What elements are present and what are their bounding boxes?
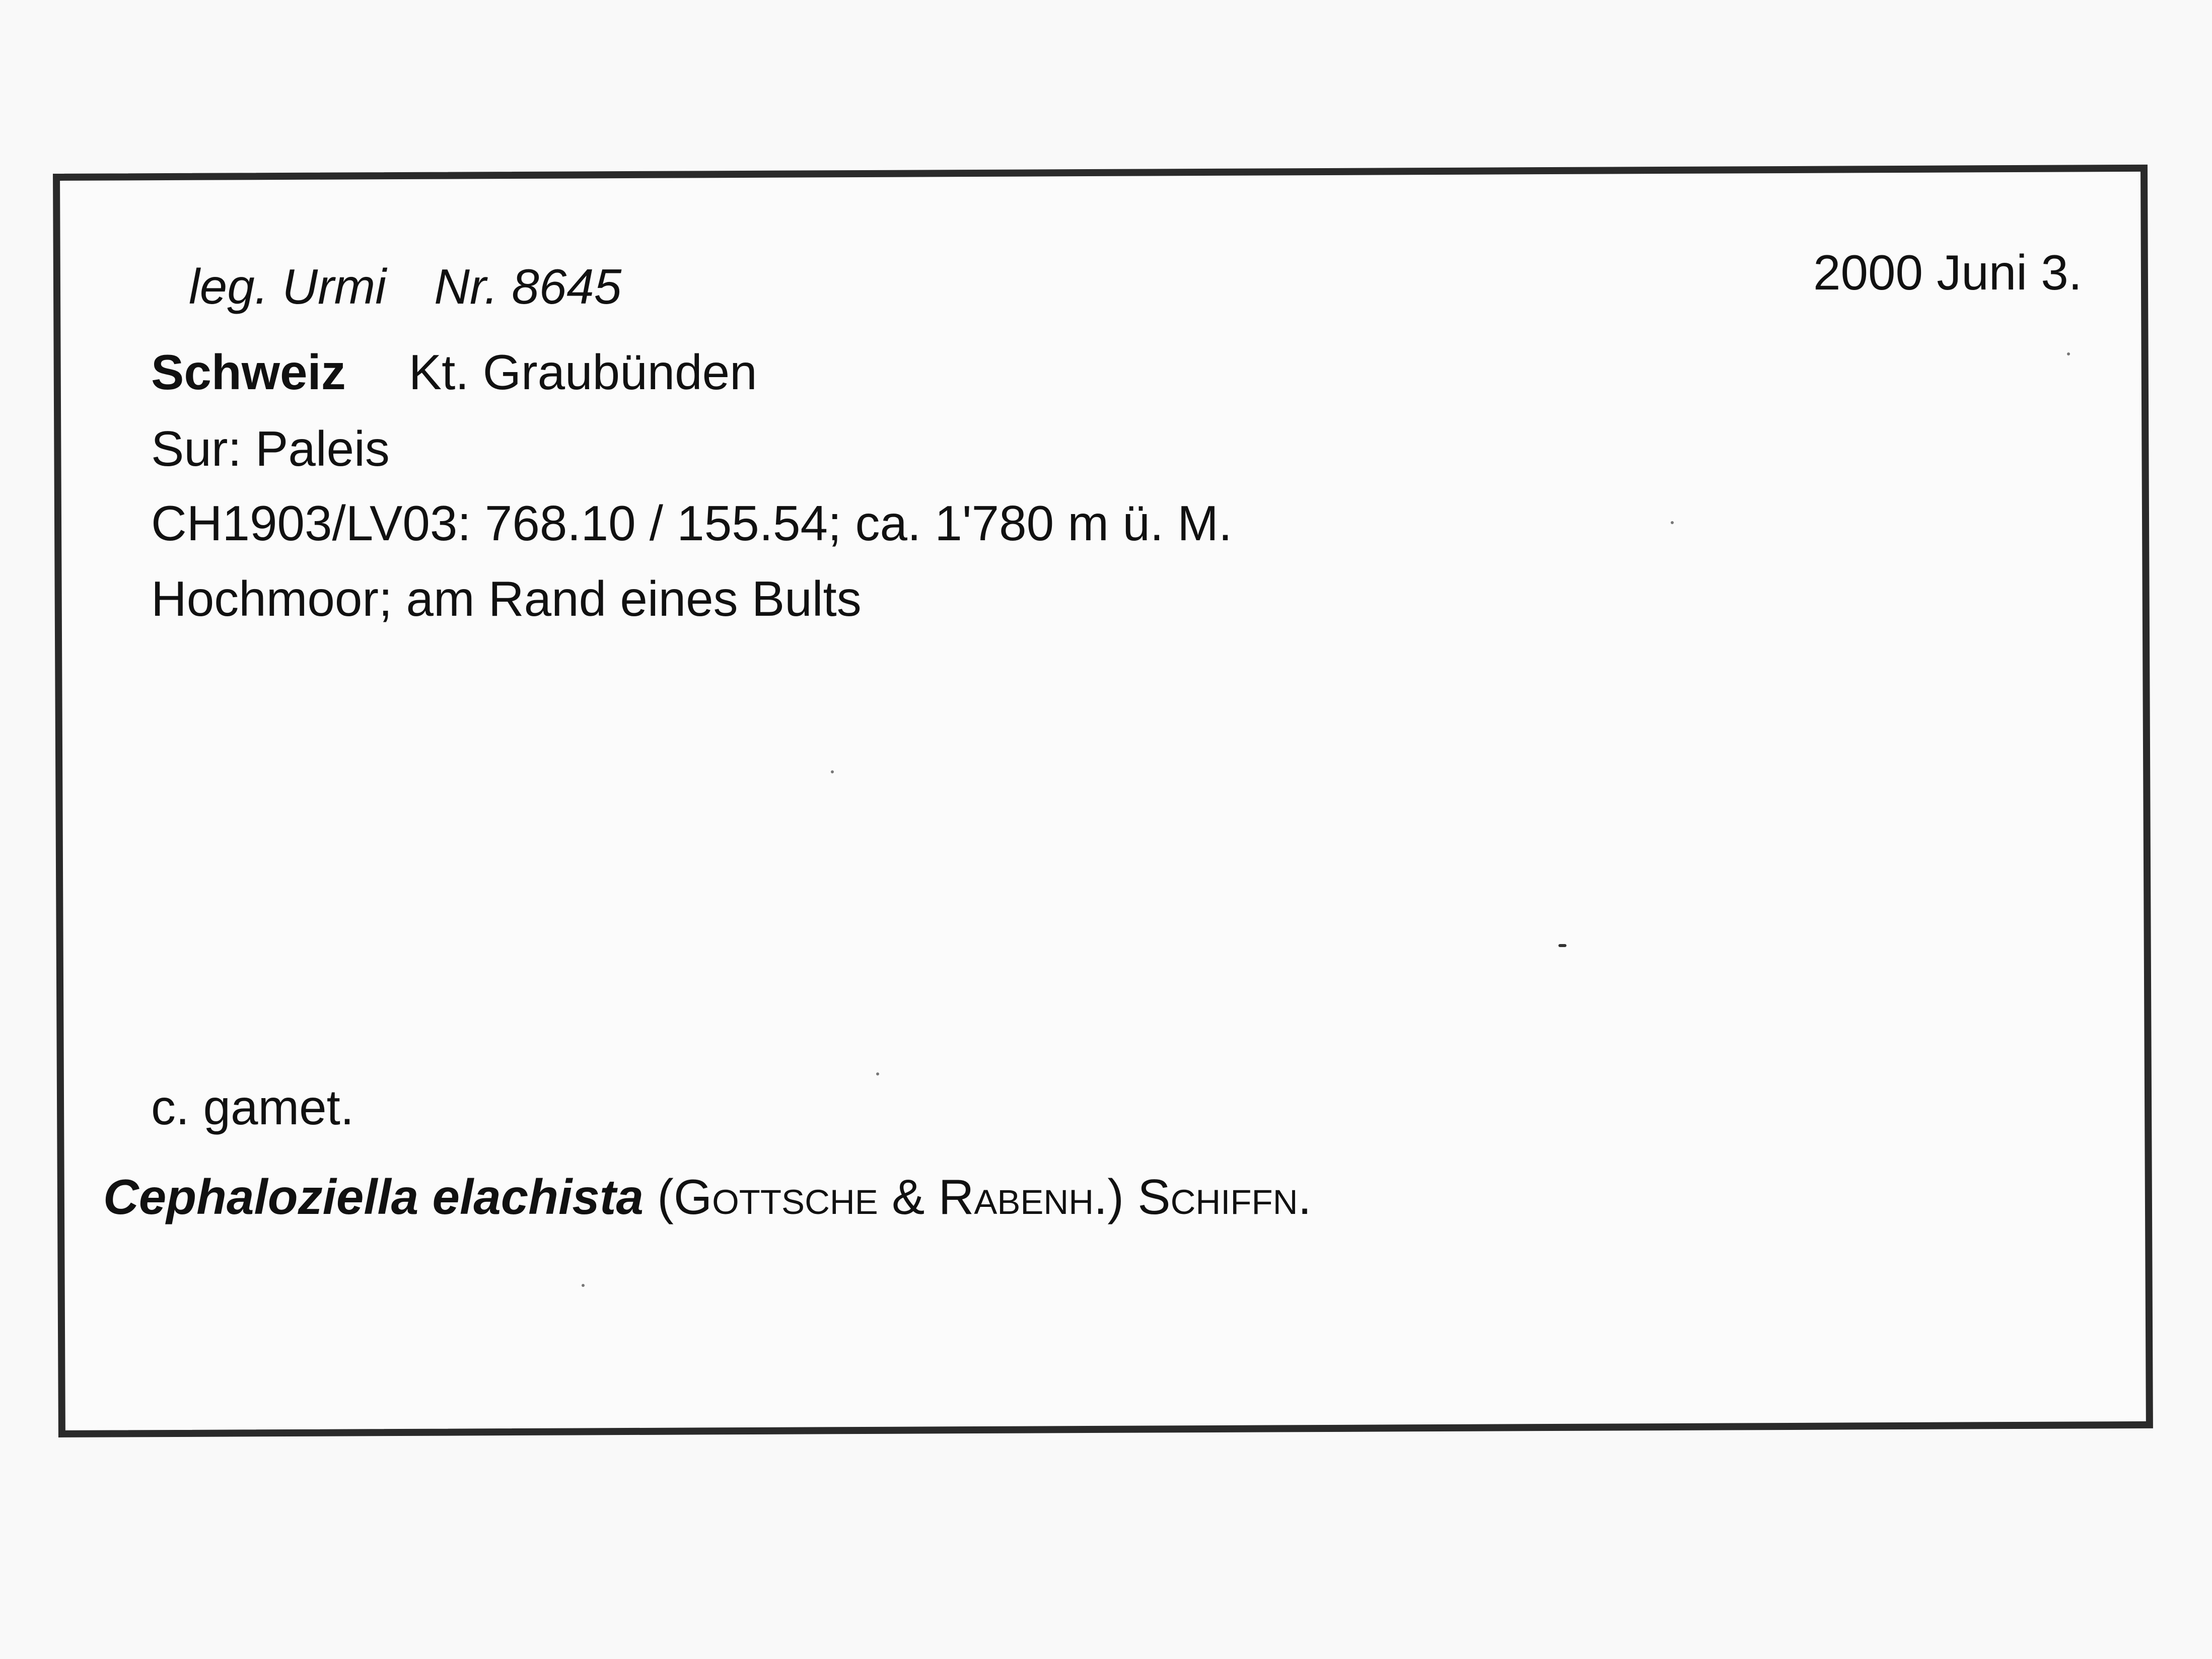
taxon-author-schiffn: Schiffn.	[1137, 1169, 1312, 1224]
collector-line	[189, 259, 622, 314]
taxon-author-open: (	[643, 1169, 674, 1224]
taxon-author-gottsche: Gottsche	[673, 1169, 878, 1224]
taxon-author-close: )	[1107, 1169, 1138, 1224]
collector: leg. Urmi	[189, 259, 387, 314]
specimen-status: c. gamet.	[151, 1079, 354, 1135]
collection-date: 2000 Juni 3.	[1813, 245, 2082, 300]
habitat: Hochmoor; am Rand eines Bults	[151, 571, 862, 626]
paper-speck	[1671, 521, 1674, 524]
taxon-author-rabenh: Rabenh.	[938, 1169, 1108, 1224]
taxon-author-ampersand: &	[878, 1169, 939, 1224]
paper-speck	[831, 770, 834, 773]
paper-speck	[2067, 352, 2070, 355]
paper-speck	[582, 1284, 585, 1287]
paper-speck	[876, 1072, 879, 1075]
taxon-line	[103, 1169, 1312, 1224]
locality: Sur: Paleis	[151, 421, 390, 476]
country: Schweiz	[151, 344, 346, 400]
taxon-name: Cephaloziella elachista	[103, 1169, 644, 1224]
coordinates: CH1903/LV03: 768.10 / 155.54; ca. 1'780 m ü. M.	[151, 495, 1233, 551]
canton: Kt. Graubünden	[408, 344, 757, 400]
country-line	[151, 344, 757, 400]
paper-speck	[1558, 944, 1566, 947]
collection-number: Nr. 8645	[434, 259, 622, 314]
